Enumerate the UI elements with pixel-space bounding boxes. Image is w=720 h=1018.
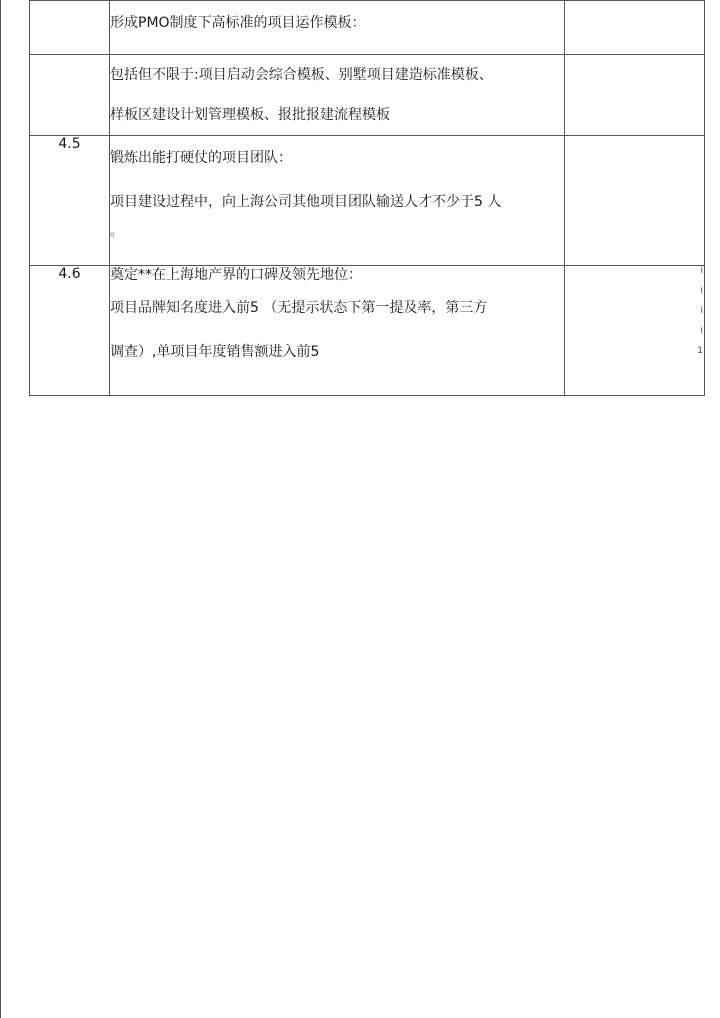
item-number-cell bbox=[30, 1, 110, 55]
margin-mark: i bbox=[700, 266, 703, 276]
margin-mark: 1 bbox=[697, 346, 703, 356]
content-line: 样板区建设计划管理模板、报批报建流程模板 bbox=[110, 107, 390, 123]
margin-mark: i bbox=[700, 326, 703, 336]
table-row bbox=[30, 266, 705, 396]
content-line: 调查）,单项目年度销售额进入前5 bbox=[110, 344, 320, 360]
table-row bbox=[30, 136, 705, 266]
item-number-cell: 4.6 bbox=[30, 266, 110, 396]
page-left-border bbox=[0, 0, 1, 1018]
content-line: 包括但不限于:项目启动会综合模板、别墅项目建造标准模板、 bbox=[110, 67, 493, 83]
blank-cell bbox=[565, 266, 705, 396]
content-line: 形成PMO制度下高标准的项目运作模板： bbox=[110, 15, 366, 31]
content-line: 项目品牌知名度进入前5 （无提示状态下第一提及率，第三方 bbox=[110, 300, 488, 316]
content-line: 项目建设过程中，向上海公司其他项目团队输送人才不少于5 人 bbox=[110, 194, 502, 210]
content-line: 。 bbox=[110, 224, 123, 238]
content-cell bbox=[110, 55, 565, 136]
project-goals-table bbox=[29, 0, 705, 396]
content-cell bbox=[110, 1, 565, 55]
blank-cell bbox=[565, 136, 705, 266]
item-number-cell bbox=[30, 55, 110, 136]
content-cell bbox=[110, 136, 565, 266]
blank-cell bbox=[565, 1, 705, 55]
blank-cell bbox=[565, 55, 705, 136]
item-number-cell: 4.5 bbox=[30, 136, 110, 266]
table-row bbox=[30, 1, 705, 55]
content-cell bbox=[110, 266, 565, 396]
table-row bbox=[30, 55, 705, 136]
margin-mark: i bbox=[700, 286, 703, 296]
content-line: 锻炼出能打硬仗的项目团队： bbox=[110, 150, 292, 166]
margin-marks bbox=[697, 266, 703, 396]
content-line: 奠定**在上海地产界的口碑及领先地位： bbox=[110, 267, 362, 283]
margin-mark: i bbox=[700, 306, 703, 316]
